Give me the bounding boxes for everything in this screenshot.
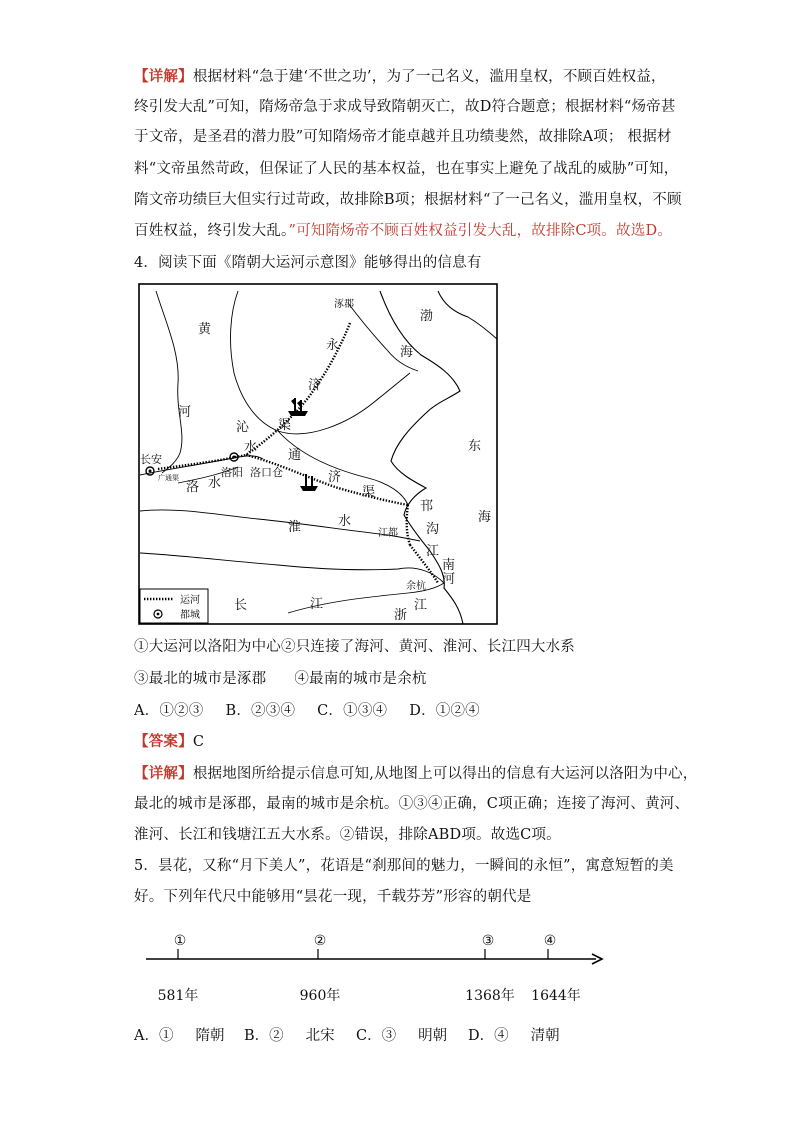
label-luo: 洛	[186, 480, 200, 495]
detail-tag: 【详解】	[134, 68, 193, 85]
q4-question: 4．阅读下面《隋朝大运河示意图》能够得出的信息有	[134, 255, 482, 271]
detail-tag: 【详解】	[134, 765, 193, 782]
q4-detail-line2: 最北的城市是涿郡，最南的城市是余杭。①③④正确，C项正确；连接了海河、黄河、	[134, 796, 690, 812]
grand-canal-map	[138, 283, 498, 625]
timeline-year-960: 960年	[299, 988, 341, 1004]
timeline-marker-2: ②	[313, 933, 327, 949]
label-qu: 渠	[278, 418, 292, 433]
timeline-marker-3: ③	[481, 933, 495, 949]
label-hai: 海	[400, 345, 414, 360]
q4-statement2: ③最北的城市是涿郡 ④最南的城市是余杭	[134, 671, 427, 687]
q5-option-c[interactable]: C．③ 明朝	[356, 1028, 448, 1044]
q4-detail-line1: 【详解】根据地图所给提示信息可知,从地图上可以得出的信息有大运河以洛阳为中心，	[134, 765, 698, 782]
answer-value: C	[192, 734, 205, 750]
answer-tag: 【答案】	[134, 733, 193, 750]
label-zhe: 浙	[394, 608, 408, 623]
q5-option-b[interactable]: B．② 北宋	[244, 1028, 335, 1044]
q5-option-d[interactable]: D．④ 清朝	[468, 1028, 560, 1044]
label-han: 邗	[420, 499, 434, 514]
timeline	[140, 925, 610, 1015]
label-shui3: 水	[338, 514, 352, 529]
label-yuhang: 余杭	[406, 581, 426, 592]
label-zhuojun: 涿郡	[334, 299, 354, 310]
timeline-year-581: 581年	[157, 988, 199, 1004]
option-d[interactable]: D．①②④	[409, 703, 480, 719]
label-dong: 东	[468, 439, 482, 454]
label-guangtong: 广通渠	[158, 474, 179, 482]
label-jiang: 江	[426, 544, 440, 559]
option-c[interactable]: C．①③④	[317, 703, 388, 719]
label-huang: 黄	[198, 322, 212, 337]
timeline-marker-1: ①	[173, 933, 187, 949]
q5-question-line1: 5．昙花，又称“月下美人”，花语是“刹那间的魅力，一瞬间的永恒”，寓意短暂的美	[134, 858, 674, 874]
label-luoyang: 洛阳	[221, 466, 243, 479]
option-a[interactable]: A．①②③	[134, 703, 204, 719]
label-qu2: 渠	[362, 485, 376, 500]
label-jiang3: 江	[414, 598, 428, 613]
label-ji2: 济	[328, 470, 342, 485]
timeline-year-1644: 1644年	[531, 988, 581, 1004]
label-gou: 沟	[426, 522, 440, 537]
q3-detail-line2: 终引发大乱”可知，隋炀帝急于求成导致隋朝灭亡，故D符合题意；根据材料“炀帝甚	[134, 99, 676, 115]
q4-detail-line3: 淮河、长江和钱塘江五大水系。②错误，排除ABD项。故选C项。	[134, 827, 561, 843]
q5-question-line2: 好。下列年代尺中能够用“昙花一现，千载芬芳”形容的朝代是	[134, 889, 532, 905]
label-yong: 永	[326, 338, 340, 353]
label-shui: 水	[244, 440, 258, 455]
q3-detail-line3: 于文帝，是圣君的潜力股”可知隋炀帝才能卓越并且功绩斐然，故排除A项； 根据材	[134, 129, 672, 145]
label-chang: 长	[234, 598, 248, 613]
label-bo: 渤	[420, 309, 434, 324]
option-b[interactable]: B．②③④	[225, 703, 296, 719]
q3-detail-line1: 【详解】根据材料“急于建‘不世之功’，为了一己名义，滥用皇权，不顾百姓权益，	[134, 68, 666, 85]
label-jiangdu: 江都	[378, 528, 398, 539]
label-jiang2: 江	[310, 597, 324, 612]
label-luokoucang: 洛口仓	[250, 466, 283, 479]
q4-statement1: ①大运河以洛阳为中心②只连接了海河、黄河、淮河、长江四大水系	[134, 639, 575, 655]
map-legend	[140, 589, 208, 623]
label-nan: 南	[442, 558, 456, 573]
timeline-year-1368: 1368年	[465, 988, 515, 1004]
q4-options	[134, 701, 480, 721]
q3-detail-line4: 料“文帝虽然苛政，但保证了人民的基本权益，也在事实上避免了战乱的威胁”可知，	[134, 161, 679, 177]
label-ji: 济	[308, 378, 322, 393]
label-qin: 沁	[236, 420, 250, 435]
q3-detail-line6: 百姓权益，终引发大乱。”可知隋炀帝不顾百姓权益引发大乱，故排除C项。故选D。	[134, 223, 672, 239]
label-shui2: 水	[208, 476, 222, 491]
label-tong: 通	[288, 448, 302, 463]
label-huai: 淮	[288, 520, 302, 535]
legend-capital-label: 都城	[180, 610, 200, 621]
label-he2: 河	[442, 572, 456, 587]
q5-option-a[interactable]: A．① 隋朝	[134, 1028, 225, 1044]
timeline-marker-4: ④	[543, 933, 557, 949]
label-hai2: 海	[478, 510, 492, 525]
label-changan: 长安	[140, 453, 162, 466]
legend-canal-label: 运河	[180, 595, 200, 606]
q4-answer	[134, 732, 204, 752]
q3-detail-line5: 隋文帝功绩巨大但实行过苛政，故排除B项；根据材料“了一己名义，滥用皇权，不顾	[134, 192, 682, 208]
label-he: 河	[178, 405, 192, 420]
